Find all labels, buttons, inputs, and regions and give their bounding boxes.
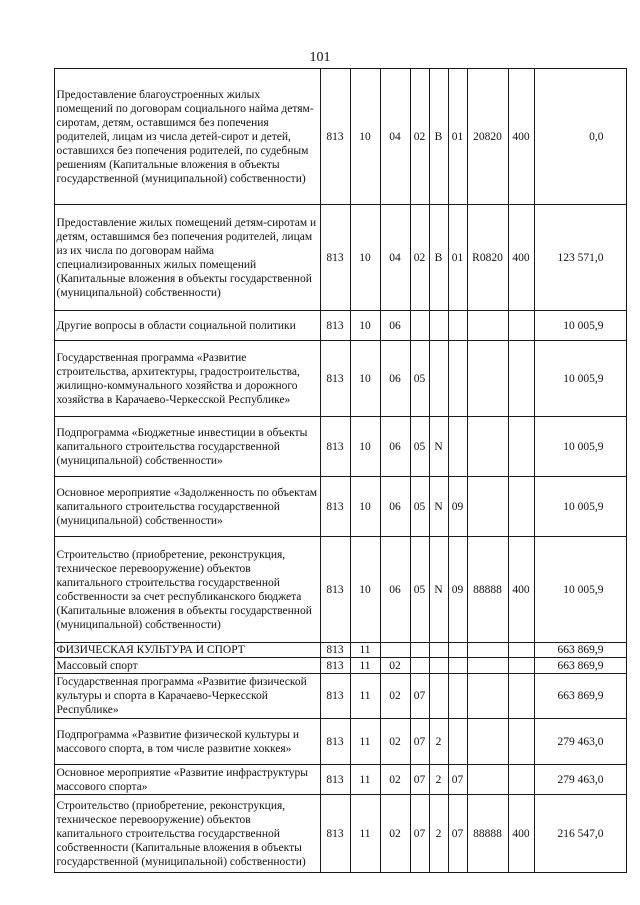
table-row — [28, 643, 626, 658]
code-cell-rz: 10 — [350, 205, 380, 311]
code-cell-p2: 2 — [429, 765, 448, 795]
table-margin-cell — [28, 205, 54, 311]
code-cell-p1 — [410, 658, 429, 674]
table-row — [28, 477, 626, 537]
code-cell-ved: 813 — [320, 719, 350, 765]
code-cell-p2: 2 — [429, 795, 448, 873]
table-margin-cell — [28, 658, 54, 674]
code-cell-pr: 04 — [380, 205, 410, 311]
code-cell-ved: 813 — [320, 795, 350, 873]
table-margin-cell — [28, 311, 54, 341]
code-cell-p3: 09 — [448, 477, 467, 537]
code-cell-pr: 02 — [380, 795, 410, 873]
table-margin-cell — [28, 643, 54, 658]
table-margin-cell — [28, 765, 54, 795]
code-cell-p3 — [448, 417, 467, 477]
code-cell-ved: 813 — [320, 537, 350, 643]
code-cell-ved: 813 — [320, 311, 350, 341]
amount-cell: 216 547,0 — [534, 795, 626, 873]
amount-cell: 663 869,9 — [534, 674, 626, 719]
code-cell-p2: N — [429, 417, 448, 477]
code-cell-vr — [508, 341, 534, 417]
code-cell-p1 — [410, 643, 429, 658]
code-cell-p4: R0820 — [467, 205, 508, 311]
code-cell-p2 — [429, 311, 448, 341]
row-name-cell: Строительство (приобретение, реконструкция, техническое перевооружение) объектов капитального строительства государственной собственности (Капитальные вложения в объекты государственной (муниципальной) собственности) — [54, 795, 320, 873]
table-row — [28, 719, 626, 765]
code-cell-p4: 88888 — [467, 537, 508, 643]
code-cell-pr: 06 — [380, 417, 410, 477]
code-cell-ved: 813 — [320, 643, 350, 658]
code-cell-rz: 11 — [350, 658, 380, 674]
code-cell-rz: 11 — [350, 643, 380, 658]
code-cell-rz: 11 — [350, 719, 380, 765]
code-cell-p1: 05 — [410, 477, 429, 537]
code-cell-pr: 06 — [380, 311, 410, 341]
table-row — [28, 311, 626, 341]
row-name-cell: Подпрограмма «Развитие физической культуры и массового спорта, в том числе развитие хоккея» — [54, 719, 320, 765]
code-cell-p1: 05 — [410, 417, 429, 477]
code-cell-p3 — [448, 311, 467, 341]
budget-table — [28, 68, 627, 873]
code-cell-vr — [508, 643, 534, 658]
code-cell-rz: 11 — [350, 674, 380, 719]
code-cell-pr: 02 — [380, 765, 410, 795]
table-margin-cell — [28, 674, 54, 719]
code-cell-p3: 01 — [448, 205, 467, 311]
code-cell-vr — [508, 719, 534, 765]
code-cell-p4 — [467, 341, 508, 417]
code-cell-p4 — [467, 674, 508, 719]
code-cell-p4: 88888 — [467, 795, 508, 873]
code-cell-vr — [508, 311, 534, 341]
code-cell-p2 — [429, 674, 448, 719]
code-cell-vr: 400 — [508, 69, 534, 205]
table-row — [28, 69, 626, 205]
amount-cell: 0,0 — [534, 69, 626, 205]
code-cell-p1: 05 — [410, 341, 429, 417]
table-row — [28, 795, 626, 873]
code-cell-p1: 07 — [410, 674, 429, 719]
row-name-cell: Подпрограмма «Бюджетные инвестиции в объекты капитального строительства государственной (муниципальной) собственности» — [54, 417, 320, 477]
code-cell-rz: 11 — [350, 765, 380, 795]
code-cell-ved: 813 — [320, 341, 350, 417]
code-cell-p3: 09 — [448, 537, 467, 643]
code-cell-vr: 400 — [508, 205, 534, 311]
code-cell-ved: 813 — [320, 205, 350, 311]
table-margin-cell — [28, 69, 54, 205]
row-name-cell: Предоставление жилых помещений детям-сиротам и детям, оставшимся без попечения родителей, лицам из их числа по договорам найма специализированных жилых помещений (Капитальные вложения в объекты государственной (муниципальной) собственности) — [54, 205, 320, 311]
table-margin-cell — [28, 719, 54, 765]
row-name-cell: Предоставление благоустроенных жилых помещений по договорам социального найма детям-сиротам, детям, оставшимся без попечения родителей, лицам из числа детей-сирот и детей, оставшихся без попечения родителей, по судебным решениям (Капитальные вложения в объекты государственной (муниципальной) собственности) — [54, 69, 320, 205]
row-name-cell: Основное мероприятие «Развитие инфраструктуры массового спорта» — [54, 765, 320, 795]
amount-cell: 10 005,9 — [534, 311, 626, 341]
code-cell-pr: 06 — [380, 477, 410, 537]
code-cell-p2: 2 — [429, 719, 448, 765]
table-row — [28, 765, 626, 795]
code-cell-vr — [508, 417, 534, 477]
code-cell-rz: 10 — [350, 477, 380, 537]
code-cell-p3 — [448, 719, 467, 765]
table-row — [28, 341, 626, 417]
table-margin-cell — [28, 795, 54, 873]
amount-cell: 10 005,9 — [534, 417, 626, 477]
code-cell-p2: B — [429, 69, 448, 205]
code-cell-p4 — [467, 417, 508, 477]
row-name-cell: Другие вопросы в области социальной политики — [54, 311, 320, 341]
code-cell-vr — [508, 477, 534, 537]
code-cell-rz: 10 — [350, 69, 380, 205]
amount-cell: 279 463,0 — [534, 719, 626, 765]
code-cell-rz: 10 — [350, 537, 380, 643]
code-cell-p3 — [448, 643, 467, 658]
code-cell-p1: 07 — [410, 765, 429, 795]
amount-cell: 123 571,0 — [534, 205, 626, 311]
row-name-cell: Основное мероприятие «Задолженность по объектам капитального строительства государственной (муниципальной) собственности» — [54, 477, 320, 537]
budget-table-wrapper — [28, 68, 626, 873]
row-name-cell: Государственная программа «Развитие физической культуры и спорта в Карачаево-Черкесской Республике» — [54, 674, 320, 719]
table-margin-cell — [28, 417, 54, 477]
table-row — [28, 674, 626, 719]
code-cell-vr — [508, 765, 534, 795]
table-row — [28, 417, 626, 477]
code-cell-p3 — [448, 658, 467, 674]
code-cell-p1: 02 — [410, 69, 429, 205]
code-cell-rz: 11 — [350, 795, 380, 873]
code-cell-p2: B — [429, 205, 448, 311]
code-cell-ved: 813 — [320, 658, 350, 674]
amount-cell: 10 005,9 — [534, 477, 626, 537]
code-cell-p2 — [429, 658, 448, 674]
code-cell-pr: 02 — [380, 658, 410, 674]
amount-cell: 663 869,9 — [534, 658, 626, 674]
row-name-cell: Массовый спорт — [54, 658, 320, 674]
row-name-cell: ФИЗИЧЕСКАЯ КУЛЬТУРА И СПОРТ — [54, 643, 320, 658]
code-cell-pr — [380, 643, 410, 658]
code-cell-p1: 07 — [410, 719, 429, 765]
code-cell-p2: N — [429, 537, 448, 643]
code-cell-vr: 400 — [508, 795, 534, 873]
row-name-cell: Государственная программа «Развитие строительства, архитектуры, градостроительства, жилищно-коммунального хозяйства и дорожного хозяйства в Карачаево-Черкесской Республике» — [54, 341, 320, 417]
code-cell-ved: 813 — [320, 69, 350, 205]
code-cell-vr: 400 — [508, 537, 534, 643]
code-cell-p4 — [467, 719, 508, 765]
code-cell-p3: 07 — [448, 765, 467, 795]
code-cell-p2 — [429, 341, 448, 417]
page-number: 101 — [309, 50, 331, 65]
code-cell-p2: N — [429, 477, 448, 537]
code-cell-p1: 07 — [410, 795, 429, 873]
budget-table-body — [28, 69, 626, 873]
amount-cell: 279 463,0 — [534, 765, 626, 795]
table-margin-cell — [28, 477, 54, 537]
code-cell-p1 — [410, 311, 429, 341]
code-cell-p4 — [467, 658, 508, 674]
code-cell-pr: 02 — [380, 719, 410, 765]
code-cell-p4 — [467, 765, 508, 795]
code-cell-p2 — [429, 643, 448, 658]
code-cell-pr: 02 — [380, 674, 410, 719]
amount-cell: 663 869,9 — [534, 643, 626, 658]
code-cell-rz: 10 — [350, 311, 380, 341]
code-cell-ved: 813 — [320, 765, 350, 795]
row-name-cell: Строительство (приобретение, реконструкция, техническое перевооружение) объектов капитального строительства государственной собственности за счет республиканского бюджета (Капитальные вложения в объекты государственной (муниципальной) собственности) — [54, 537, 320, 643]
code-cell-p4 — [467, 477, 508, 537]
code-cell-rz: 10 — [350, 341, 380, 417]
code-cell-p3 — [448, 674, 467, 719]
code-cell-pr: 04 — [380, 69, 410, 205]
table-row — [28, 658, 626, 674]
table-margin-cell — [28, 537, 54, 643]
code-cell-p3 — [448, 341, 467, 417]
amount-cell: 10 005,9 — [534, 341, 626, 417]
code-cell-ved: 813 — [320, 477, 350, 537]
code-cell-p3: 01 — [448, 69, 467, 205]
code-cell-ved: 813 — [320, 674, 350, 719]
code-cell-vr — [508, 658, 534, 674]
code-cell-p4: 20820 — [467, 69, 508, 205]
code-cell-p4 — [467, 311, 508, 341]
code-cell-p1: 02 — [410, 205, 429, 311]
code-cell-pr: 06 — [380, 341, 410, 417]
code-cell-rz: 10 — [350, 417, 380, 477]
table-row — [28, 537, 626, 643]
code-cell-vr — [508, 674, 534, 719]
code-cell-pr: 06 — [380, 537, 410, 643]
table-margin-cell — [28, 341, 54, 417]
code-cell-ved: 813 — [320, 417, 350, 477]
amount-cell: 10 005,9 — [534, 537, 626, 643]
code-cell-p1: 05 — [410, 537, 429, 643]
code-cell-p3: 07 — [448, 795, 467, 873]
table-row — [28, 205, 626, 311]
code-cell-p4 — [467, 643, 508, 658]
